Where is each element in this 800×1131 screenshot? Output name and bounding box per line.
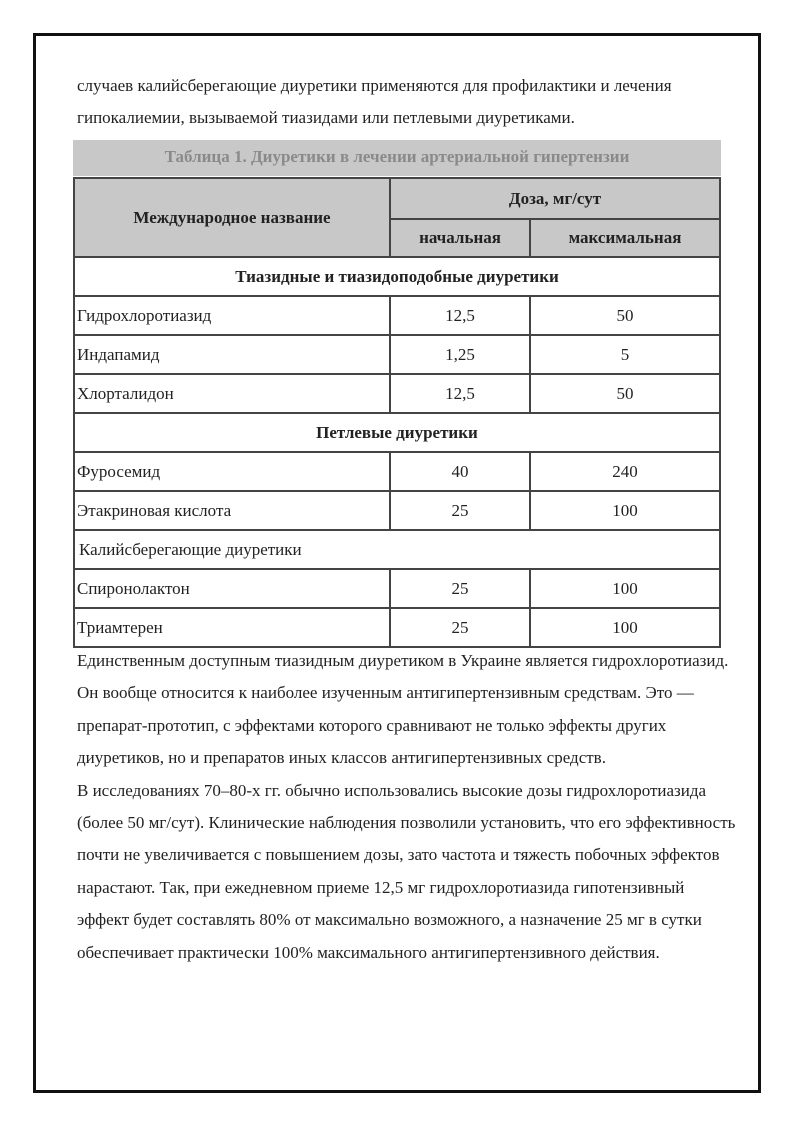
max-dose: 100 xyxy=(530,491,720,530)
drug-name: Фуросемид xyxy=(74,452,390,491)
max-dose: 100 xyxy=(530,569,720,608)
table-row xyxy=(74,452,720,491)
table-row xyxy=(74,569,720,608)
paragraph: Единственным доступным тиазидным диуретиком в Украине является гидрохлоротиазид. Он вообще относится к наиболее изученным антигипертензивным средствам. Это — препарат-прототип, с эффектами которого сравнивают не только эффекты других диуретиков, но и препаратов иных классов антигипертензивных средств. xyxy=(77,651,729,768)
max-dose: 240 xyxy=(530,452,720,491)
header-max-dose: максимальная xyxy=(530,219,720,257)
start-dose: 25 xyxy=(390,491,530,530)
table-row xyxy=(74,374,720,413)
table-row xyxy=(74,608,720,647)
start-dose: 25 xyxy=(390,569,530,608)
body-text xyxy=(77,645,737,969)
max-dose: 5 xyxy=(530,335,720,374)
group-label: Тиазидные и тиазидоподобные диуретики xyxy=(74,257,720,296)
group-row-loop xyxy=(74,413,720,452)
table-row xyxy=(74,491,720,530)
table-header-row xyxy=(74,178,720,219)
start-dose: 25 xyxy=(390,608,530,647)
diuretics-table xyxy=(73,177,721,648)
start-dose: 40 xyxy=(390,452,530,491)
intro-text: случаев калийсберегающие диуретики применяются для профилактики и лечения гипокалиемии, вызываемой тиазидами или петлевыми диуретиками. xyxy=(77,76,672,128)
group-label: Петлевые диуретики xyxy=(74,413,720,452)
drug-name: Гидрохлоротиазид xyxy=(74,296,390,335)
drug-name: Этакриновая кислота xyxy=(74,491,390,530)
table-title: Таблица 1. Диуретики в лечении артериальной гипертензии xyxy=(73,140,721,176)
start-dose: 1,25 xyxy=(390,335,530,374)
header-start-dose: начальная xyxy=(390,219,530,257)
drug-name: Индапамид xyxy=(74,335,390,374)
max-dose: 100 xyxy=(530,608,720,647)
header-name: Международное название xyxy=(74,178,390,257)
drug-name: Триамтерен xyxy=(74,608,390,647)
drug-name: Хлорталидон xyxy=(74,374,390,413)
group-row-thiazide xyxy=(74,257,720,296)
start-dose: 12,5 xyxy=(390,296,530,335)
header-dose: Доза, мг/сут xyxy=(390,178,720,219)
max-dose: 50 xyxy=(530,296,720,335)
max-dose: 50 xyxy=(530,374,720,413)
intro-paragraph xyxy=(77,70,737,135)
table-row xyxy=(74,335,720,374)
group-label: Калийсберегающие диуретики xyxy=(74,530,720,569)
drug-name: Спиронолактон xyxy=(74,569,390,608)
group-row-potassium xyxy=(74,530,720,569)
paragraph: В исследованиях 70–80-х гг. обычно использовались высокие дозы гидрохлоротиазида (более 50 мг/сут). Клинические наблюдения позволили установить, что его эффективность почти не увеличивается с повышением дозы, зато частота и тяжесть побочных эффектов нарастают. Так, при ежедневном приеме 12,5 мг гидрохлоротиазида гипотензивный эффект будет составлять 80% от максимально возможного, а назначение 25 мг в сутки обеспечивает практически 100% максимального антигипертензивного действия. xyxy=(77,780,736,962)
table-row xyxy=(74,296,720,335)
start-dose: 12,5 xyxy=(390,374,530,413)
